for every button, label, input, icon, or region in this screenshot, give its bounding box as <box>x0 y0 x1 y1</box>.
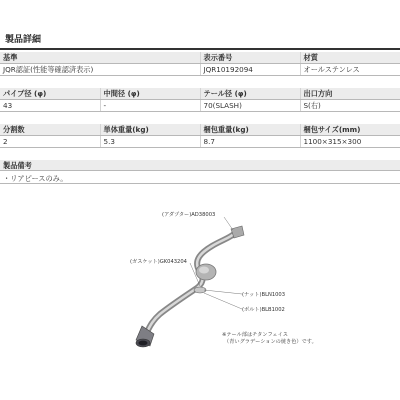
table-header-row <box>0 88 400 100</box>
title-divider <box>0 48 400 50</box>
table-row <box>0 100 400 112</box>
exhaust-diagram <box>120 200 320 390</box>
silencer-face <box>199 267 209 274</box>
table-row <box>0 64 400 76</box>
value-cell: 8.7 <box>200 136 300 148</box>
spec-table-dimensions <box>0 88 400 112</box>
header-cell: 単体重量(kg) <box>100 124 200 136</box>
header-cell: 梱包サイズ(mm) <box>300 124 400 136</box>
note-line-2: （青いグラデーションの焼き色）です。 <box>224 339 317 345</box>
leader-line <box>204 293 242 309</box>
value-cell: 5.3 <box>100 136 200 148</box>
value-cell: S(右) <box>300 100 400 112</box>
value-cell: JQR認証(性能等確認済表示) <box>0 64 200 76</box>
header-cell: 分割数 <box>0 124 100 136</box>
table-header-row <box>0 124 400 136</box>
value-cell: 1100×315×300 <box>300 136 400 148</box>
table-row <box>0 136 400 148</box>
leader-line <box>204 290 242 294</box>
remarks-header: 製品備考 <box>0 160 400 171</box>
header-cell: 表示番号 <box>200 52 300 64</box>
header-cell: パイプ径 (φ) <box>0 88 100 100</box>
label-gasket: (ガスケット)GK043204 <box>130 259 187 265</box>
spec-table-standard <box>0 52 400 76</box>
note-line-1: ※テール部はチタンフェイス <box>222 332 288 338</box>
header-cell: 材質 <box>300 52 400 64</box>
table-header-row <box>0 52 400 64</box>
tail-tip-opening <box>139 341 148 346</box>
label-bolt: (ボルト)BLB1002 <box>242 307 285 313</box>
value-cell: - <box>100 100 200 112</box>
header-cell: 基準 <box>0 52 200 64</box>
muffler-pipe <box>148 226 244 330</box>
label-nut: (ナット)BLN1003 <box>242 292 286 298</box>
value-cell: 43 <box>0 100 100 112</box>
header-cell: 中間径 (φ) <box>100 88 200 100</box>
header-cell: 出口方向 <box>300 88 400 100</box>
value-cell: 70(SLASH) <box>200 100 300 112</box>
value-cell: オールステンレス <box>300 64 400 76</box>
main-pipe <box>148 233 235 330</box>
spec-table-packaging <box>0 124 400 148</box>
header-cell: テール径 (φ) <box>200 88 300 100</box>
value-cell: 2 <box>0 136 100 148</box>
header-cell: 梱包重量(kg) <box>200 124 300 136</box>
value-cell: JQR10192094 <box>200 64 300 76</box>
label-adapter: (アダプター)AD38003 <box>162 212 216 218</box>
remarks-text: ・リアピースのみ。 <box>0 173 400 184</box>
section-title: 製品詳細 <box>5 35 42 45</box>
leader-line <box>224 217 233 230</box>
